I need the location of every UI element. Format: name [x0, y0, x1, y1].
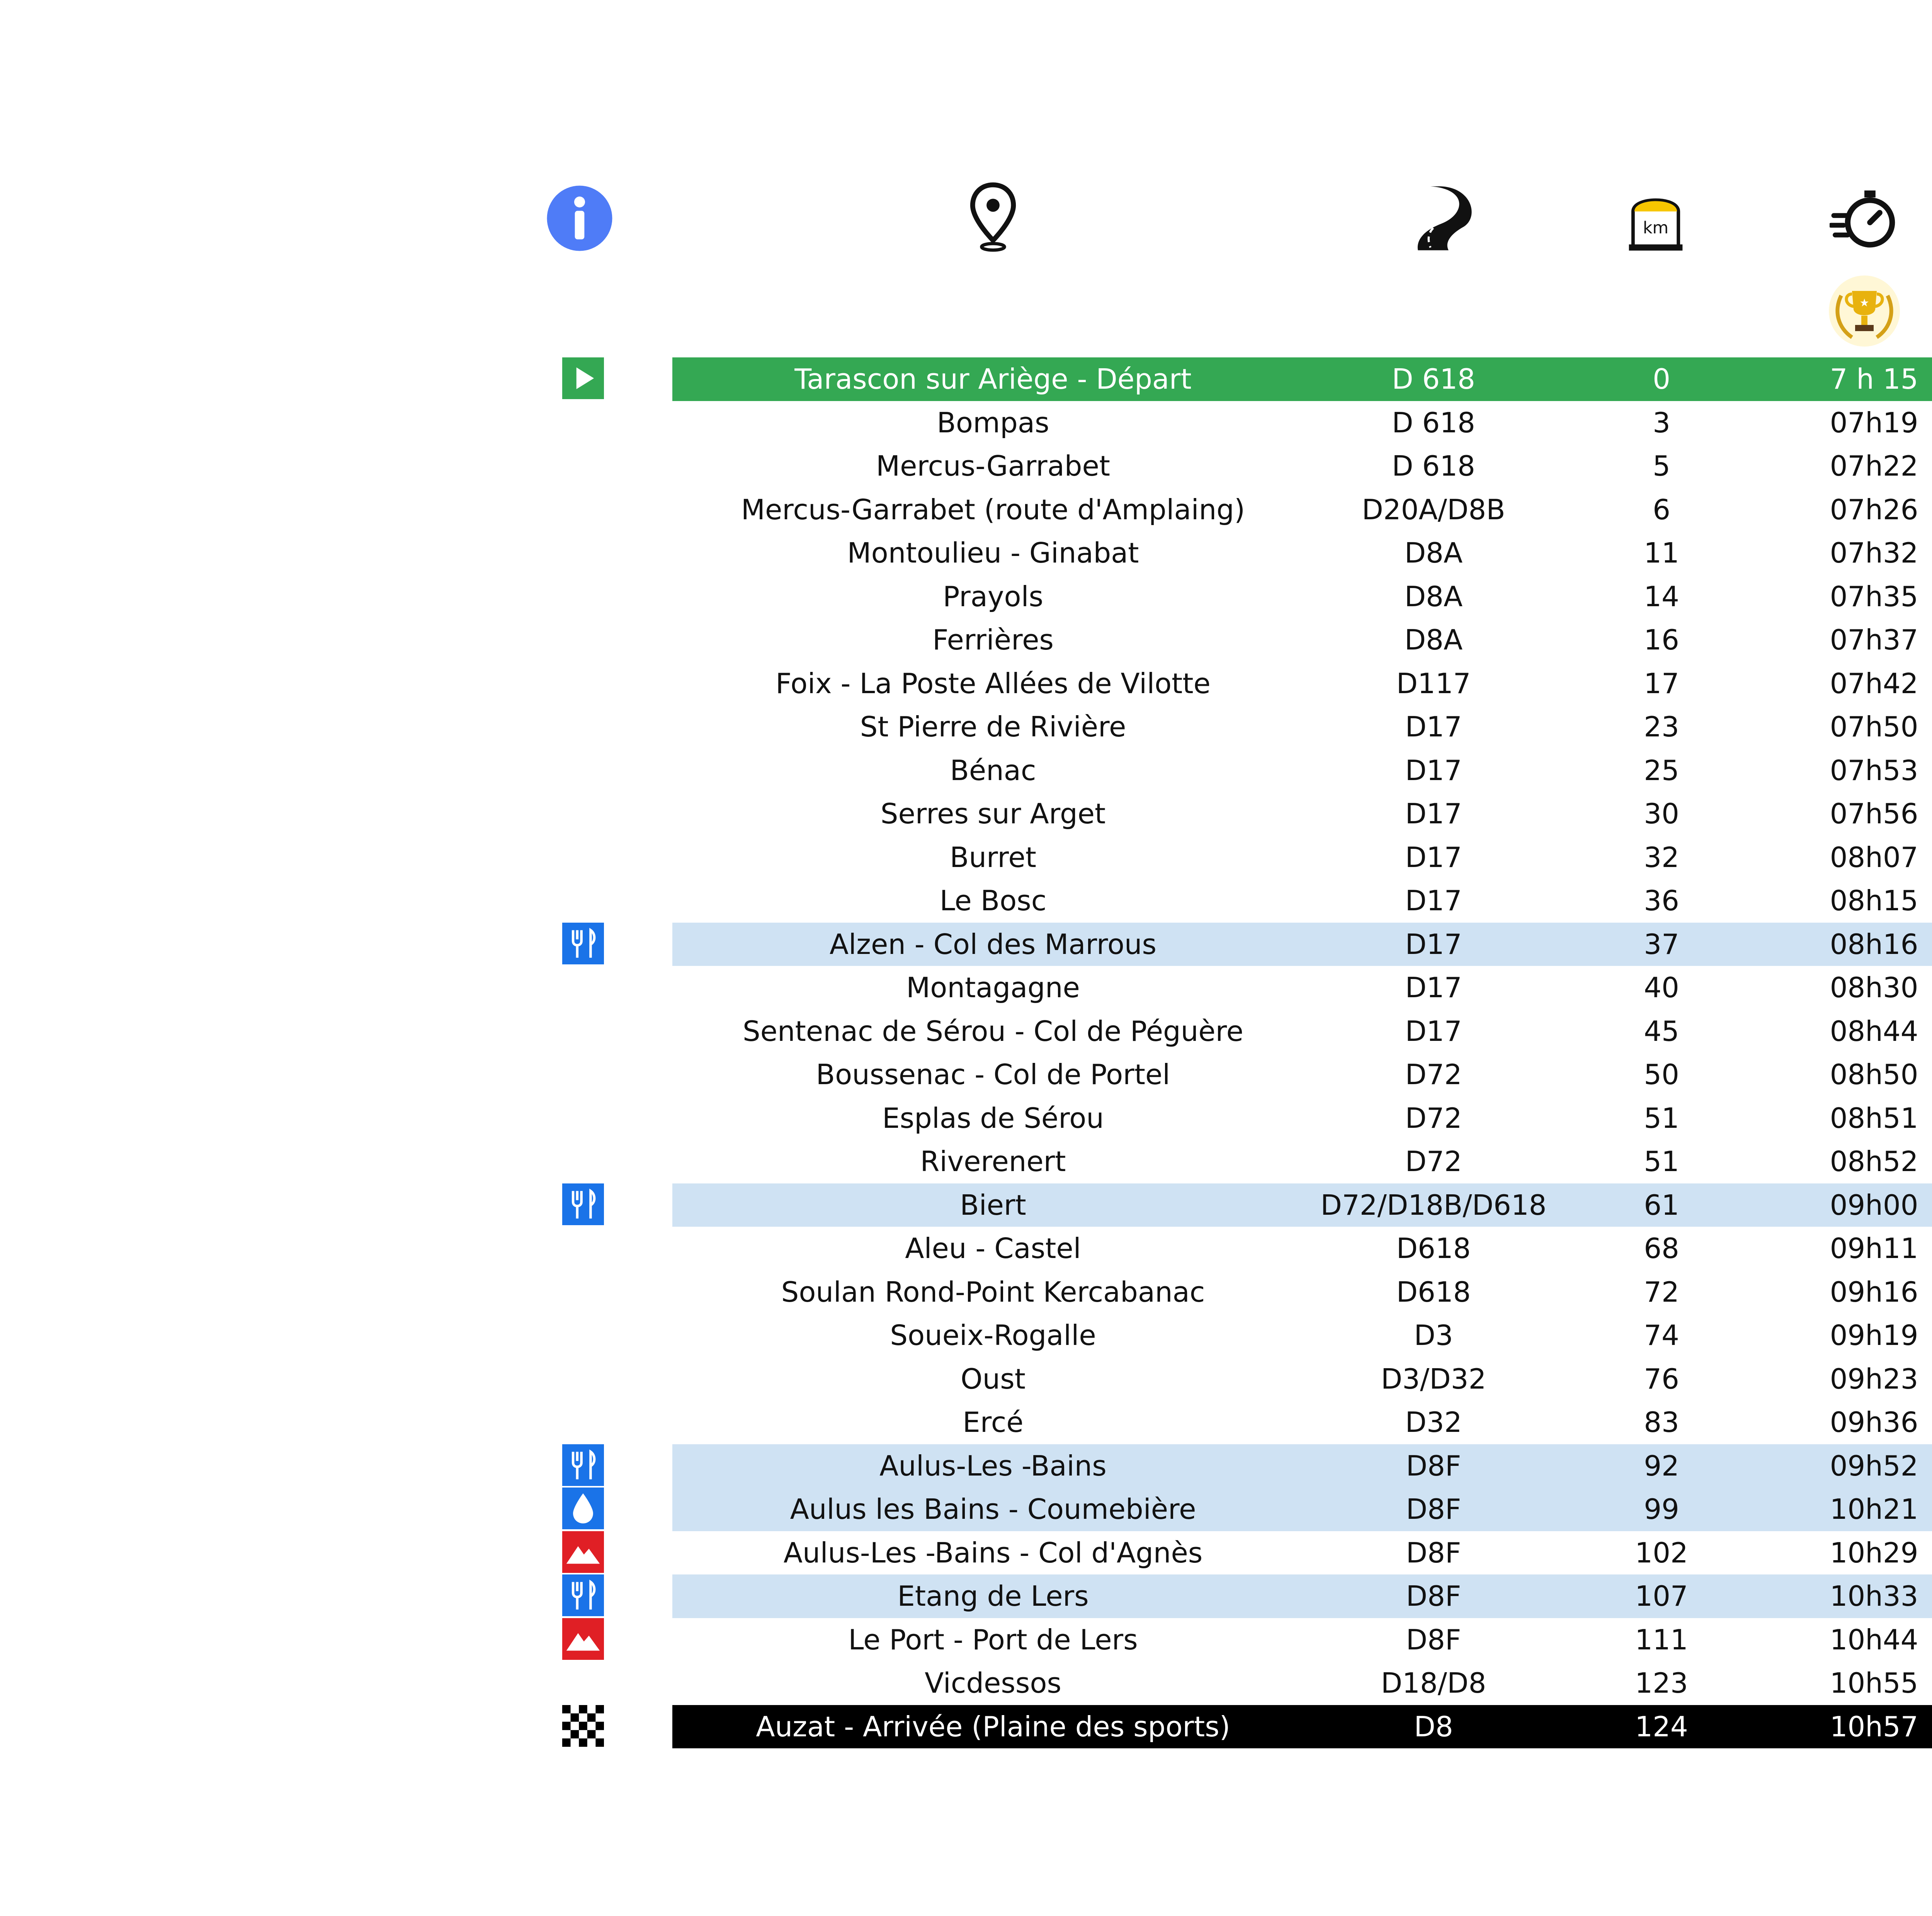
fast-time-cell: 08h07	[1830, 841, 1918, 874]
km-cell: 76	[1644, 1362, 1679, 1395]
table-row	[672, 531, 1932, 575]
road-cell: D618	[1396, 1275, 1471, 1308]
location-cell: Boussenac - Col de Portel	[816, 1058, 1170, 1091]
trophy-header	[1826, 270, 1903, 352]
km-cell: 32	[1644, 841, 1679, 874]
table-row	[672, 1401, 1932, 1444]
location-header	[954, 176, 1032, 261]
location-cell: Oust	[960, 1362, 1026, 1395]
food-icon	[562, 923, 604, 964]
fast-time-cell: 09h36	[1830, 1406, 1918, 1439]
table-row	[672, 836, 1932, 879]
road-cell: D8F	[1406, 1493, 1461, 1526]
info-header	[541, 176, 618, 261]
km-cell: 3	[1653, 406, 1670, 439]
map-pin-icon	[968, 182, 1018, 255]
route-table	[672, 357, 1932, 1748]
fast-time-cell: 09h23	[1830, 1362, 1918, 1395]
table-row	[672, 444, 1932, 488]
road-cell: D8F	[1406, 1449, 1461, 1482]
table-row	[672, 357, 1932, 401]
table-row	[672, 1053, 1932, 1097]
road-cell: D17	[1405, 841, 1462, 874]
fast-time-cell: 08h15	[1830, 884, 1918, 917]
road-cell: D17	[1405, 711, 1462, 743]
location-cell: Foix - La Poste Allées de Vilotte	[776, 667, 1211, 700]
road-cell: D8A	[1404, 537, 1463, 570]
road-cell: D3/D32	[1381, 1362, 1486, 1395]
location-cell: Soulan Rond-Point Kercabanac	[781, 1275, 1205, 1308]
road-cell: D17	[1405, 797, 1462, 830]
road-cell: D17	[1405, 971, 1462, 1004]
km-cell: 11	[1644, 537, 1679, 570]
location-cell: Prayols	[942, 580, 1044, 613]
km-cell: 16	[1644, 624, 1679, 656]
fast-time-cell: 07h42	[1830, 667, 1918, 700]
km-cell: 107	[1635, 1580, 1688, 1613]
table-row	[672, 879, 1932, 923]
road-cell: D8F	[1406, 1623, 1461, 1656]
fast-time-cell: 07h22	[1830, 450, 1918, 483]
mountain-icon	[562, 1618, 604, 1660]
fast-time-header	[1826, 176, 1903, 261]
info-icon	[546, 184, 614, 252]
road-cell: D117	[1396, 667, 1471, 700]
location-cell: Aleu - Castel	[905, 1232, 1081, 1265]
svg-text:★: ★	[1859, 296, 1869, 309]
location-cell: Bompas	[937, 406, 1049, 439]
road-cell: D8A	[1404, 580, 1463, 613]
location-cell: Soueix-Rogalle	[890, 1319, 1096, 1352]
road-cell: D 618	[1392, 363, 1475, 396]
table-row	[672, 1357, 1932, 1401]
road-cell: D8F	[1406, 1536, 1461, 1569]
km-cell: 102	[1635, 1536, 1688, 1569]
km-cell: 14	[1644, 580, 1679, 613]
km-cell: 99	[1644, 1493, 1679, 1526]
fast-time-cell: 08h52	[1830, 1145, 1918, 1178]
location-cell: Etang de Lers	[897, 1580, 1089, 1613]
fast-time-cell: 7 h 15	[1830, 363, 1918, 396]
km-cell: 40	[1644, 971, 1679, 1004]
fast-time-cell: 07h50	[1830, 711, 1918, 743]
fast-time-cell: 08h50	[1830, 1058, 1918, 1091]
location-cell: Burret	[950, 841, 1036, 874]
table-row	[672, 1314, 1932, 1357]
location-cell: Aulus-Les -Bains	[879, 1449, 1107, 1482]
table-row	[672, 792, 1932, 836]
fast-time-cell: 10h44	[1830, 1623, 1918, 1656]
km-cell: 51	[1644, 1145, 1679, 1178]
table-row	[672, 1618, 1932, 1662]
finish-flag-icon	[562, 1705, 604, 1747]
table-row	[672, 1270, 1932, 1314]
food-icon	[562, 1444, 604, 1486]
road-header	[1399, 176, 1476, 261]
table-row	[672, 488, 1932, 532]
fast-time-cell: 08h16	[1830, 928, 1918, 961]
location-cell: Bénac	[950, 754, 1036, 787]
table-row	[672, 1705, 1932, 1749]
road-cell: D17	[1405, 884, 1462, 917]
location-cell: Aulus-Les -Bains - Col d'Agnès	[783, 1536, 1203, 1569]
km-cell: 37	[1644, 928, 1679, 961]
km-cell: 92	[1644, 1449, 1679, 1482]
table-row	[672, 1227, 1932, 1270]
fast-time-cell: 10h57	[1830, 1710, 1918, 1743]
location-cell: Sentenac de Sérou - Col de Péguère	[743, 1015, 1243, 1047]
road-cell: D8	[1414, 1710, 1453, 1743]
location-cell: Montagagne	[906, 971, 1080, 1004]
fast-time-cell: 09h52	[1830, 1449, 1918, 1482]
location-cell: Ferrières	[932, 624, 1054, 656]
road-cell: D3	[1414, 1319, 1453, 1352]
road-cell: D17	[1405, 928, 1462, 961]
road-cell: D8F	[1406, 1580, 1461, 1613]
km-cell: 83	[1644, 1406, 1679, 1439]
stopwatch-icon	[1830, 184, 1899, 253]
km-cell: 68	[1644, 1232, 1679, 1265]
fast-time-cell: 07h35	[1830, 580, 1918, 613]
road-cell: D72	[1405, 1102, 1462, 1134]
fast-time-cell: 09h00	[1830, 1188, 1918, 1221]
km-cell: 30	[1644, 797, 1679, 830]
km-cell: 61	[1644, 1188, 1679, 1221]
km-cell: 51	[1644, 1102, 1679, 1134]
fast-time-cell: 07h37	[1830, 624, 1918, 656]
road-cell: D72/D18B/D618	[1320, 1188, 1547, 1221]
road-cell: D17	[1405, 1015, 1462, 1047]
table-row	[672, 1661, 1932, 1705]
table-row	[672, 662, 1932, 706]
road-cell: D 618	[1392, 450, 1475, 483]
location-cell: Le Port - Port de Lers	[848, 1623, 1138, 1656]
location-cell: Biert	[960, 1188, 1026, 1221]
fast-time-cell: 07h32	[1830, 537, 1918, 570]
km-cell: 5	[1653, 450, 1670, 483]
svg-text:km: km	[1643, 218, 1669, 238]
km-cell: 50	[1644, 1058, 1679, 1091]
fast-time-cell: 09h19	[1830, 1319, 1918, 1352]
km-cell: 17	[1644, 667, 1679, 700]
location-cell: St Pierre de Rivière	[860, 711, 1126, 743]
fast-time-cell: 09h16	[1830, 1275, 1918, 1308]
road-cell: D20A/D8B	[1362, 493, 1505, 526]
table-row	[672, 575, 1932, 619]
table-row	[672, 1488, 1932, 1531]
road-cell: D72	[1405, 1145, 1462, 1178]
location-cell: Mercus-Garrabet (route d'Amplaing)	[741, 493, 1245, 526]
road-cell: D72	[1405, 1058, 1462, 1091]
location-cell: Montoulieu - Ginabat	[847, 537, 1139, 570]
table-row	[672, 1140, 1932, 1183]
location-cell: Riverenert	[920, 1145, 1066, 1178]
road-cell: D 618	[1392, 406, 1475, 439]
location-cell: Tarascon sur Ariège - Départ	[794, 363, 1192, 396]
table-row	[672, 966, 1932, 1010]
fast-time-cell: 07h56	[1830, 797, 1918, 830]
km-cell: 45	[1644, 1015, 1679, 1047]
table-row	[672, 401, 1932, 445]
location-cell: Auzat - Arrivée (Plaine des sports)	[756, 1710, 1230, 1743]
table-row	[672, 749, 1932, 792]
table-row	[672, 1183, 1932, 1227]
road-cell: D17	[1405, 754, 1462, 787]
table-row	[672, 1574, 1932, 1618]
location-cell: Aulus les Bains - Coumebière	[790, 1493, 1196, 1526]
location-cell: Esplas de Sérou	[882, 1102, 1104, 1134]
road-cell: D618	[1396, 1232, 1471, 1265]
mountain-icon	[562, 1531, 604, 1573]
table-row	[672, 1010, 1932, 1053]
fast-time-cell: 08h30	[1830, 971, 1918, 1004]
fast-time-cell: 10h55	[1830, 1667, 1918, 1700]
km-cell: 23	[1644, 711, 1679, 743]
road-icon	[1403, 184, 1472, 253]
km-cell: 25	[1644, 754, 1679, 787]
table-row	[672, 618, 1932, 662]
km-cell: 74	[1644, 1319, 1679, 1352]
table-row	[672, 1097, 1932, 1140]
fast-time-cell: 09h11	[1830, 1232, 1918, 1265]
location-cell: Ercé	[963, 1406, 1024, 1439]
km-header	[1617, 176, 1694, 261]
fast-time-cell: 07h19	[1830, 406, 1918, 439]
fast-time-cell: 08h44	[1830, 1015, 1918, 1047]
food-icon	[562, 1574, 604, 1616]
trophy-icon	[1826, 272, 1903, 350]
location-cell: Serres sur Arget	[880, 797, 1106, 830]
fast-time-cell: 10h33	[1830, 1580, 1918, 1613]
km-cell: 6	[1653, 493, 1670, 526]
location-cell: Alzen - Col des Marrous	[829, 928, 1157, 961]
table-row	[672, 1531, 1932, 1575]
fast-time-cell: 07h26	[1830, 493, 1918, 526]
km-cell: 72	[1644, 1275, 1679, 1308]
fast-time-cell: 07h53	[1830, 754, 1918, 787]
km-cell: 111	[1635, 1623, 1688, 1656]
fast-time-cell: 10h29	[1830, 1536, 1918, 1569]
fast-time-cell: 10h21	[1830, 1493, 1918, 1526]
table-row	[672, 705, 1932, 749]
km-cell: 36	[1644, 884, 1679, 917]
road-cell: D32	[1405, 1406, 1462, 1439]
location-cell: Mercus-Garrabet	[876, 450, 1110, 483]
road-cell: D8A	[1404, 624, 1463, 656]
fast-time-cell: 08h51	[1830, 1102, 1918, 1134]
km-marker-icon	[1625, 184, 1687, 253]
km-cell: 123	[1635, 1667, 1688, 1700]
location-cell: Vicdessos	[925, 1667, 1061, 1700]
table-row	[672, 1444, 1932, 1488]
water-icon	[562, 1488, 604, 1529]
km-cell: 0	[1653, 363, 1670, 396]
road-cell: D18/D8	[1381, 1667, 1486, 1700]
table-row	[672, 923, 1932, 966]
start-icon	[562, 357, 604, 399]
food-icon	[562, 1183, 604, 1225]
location-cell: Le Bosc	[939, 884, 1047, 917]
km-cell: 124	[1635, 1710, 1688, 1743]
